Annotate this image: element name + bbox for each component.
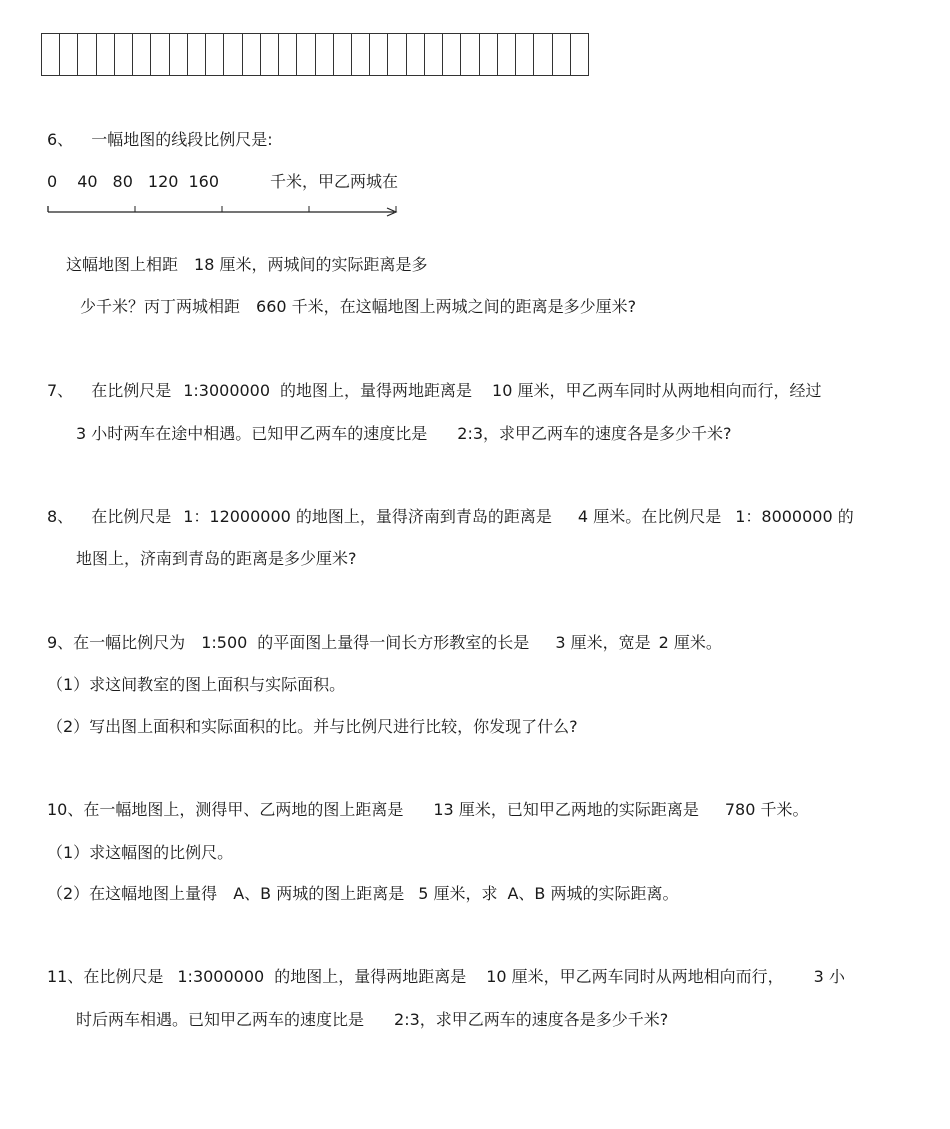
q9-text-a: 9、在一幅比例尺为	[47, 633, 186, 652]
answer-grid-cell	[279, 34, 297, 75]
q11-text-d: 10 厘米，甲乙两车同时从两地相向而行，	[486, 967, 784, 986]
scale-label-120: 120	[147, 172, 179, 191]
q10-line1	[47, 800, 808, 820]
scale-label-40: 40	[77, 172, 98, 191]
q10-text-b: 13 厘米，已知甲乙两地的实际距离是	[433, 800, 699, 819]
q6-line2-text: 这幅地图上相距	[66, 255, 179, 274]
answer-grid-cell	[407, 34, 425, 75]
answer-grid-cell	[115, 34, 133, 75]
q8-line2: 地图上，济南到青岛的距离是多少厘米?	[76, 549, 357, 568]
q11-text-e: 3 小	[813, 967, 845, 986]
q6-line3	[80, 297, 636, 317]
q7-text-f: 3 小时两车在途中相遇。已知甲乙两车的速度比是	[76, 424, 428, 443]
scale-label-160: 160	[188, 172, 219, 191]
q10-sub2-a: （2）在这幅地图上量得	[47, 884, 218, 903]
answer-grid-cell	[388, 34, 406, 75]
answer-grid-cell	[498, 34, 516, 75]
q11-text-f: 时后两车相遇。已知甲乙两车的速度比是	[76, 1010, 365, 1029]
q11-text-a: 11、在比例尺是	[47, 967, 164, 986]
q11-line1	[47, 967, 845, 987]
answer-grid-cell	[133, 34, 151, 75]
q6-scale-labels	[47, 172, 219, 192]
answer-grid-cell	[297, 34, 315, 75]
q7-scale: 1:3000000	[183, 381, 271, 400]
q8-number: 8、	[47, 507, 74, 526]
q8-text-b: 在比例尺是	[91, 507, 172, 526]
q8-line1	[47, 507, 854, 527]
answer-grid-cell	[224, 34, 242, 75]
answer-grid-cell	[60, 34, 78, 75]
answer-grid-cell	[188, 34, 206, 75]
answer-grid-cell	[334, 34, 352, 75]
answer-grid-cell	[316, 34, 334, 75]
q9-line1	[47, 633, 722, 653]
q6-line3-value: 660 千米，在这幅地图上两城之间的距离是多少厘米?	[256, 297, 637, 316]
q11-text-g: 2:3，求甲乙两车的速度各是多少千米?	[394, 1010, 669, 1029]
q9-sub1: （1）求这间教室的图上面积与实际面积。	[47, 675, 346, 694]
answer-grid-cell	[534, 34, 552, 75]
q9-text-e: 2 厘米。	[658, 633, 722, 652]
answer-grid-cell	[425, 34, 443, 75]
q8-text-e: 1：8000000 的	[735, 507, 854, 526]
q11-scale: 1:3000000	[177, 967, 265, 986]
q10-sub2-c: 5 厘米，求	[418, 884, 498, 903]
q6-title: 一幅地图的线段比例尺是:	[91, 130, 273, 149]
q6-line2	[66, 255, 427, 275]
answer-grid-cell	[480, 34, 498, 75]
q10-sub2-b: A、B 两城的图上距离是	[233, 884, 405, 903]
answer-grid-cell	[151, 34, 169, 75]
answer-grid-cell	[370, 34, 388, 75]
q7-text-d: 的地图上，量得两地距离是	[280, 381, 473, 400]
answer-grid	[41, 33, 589, 76]
q10-sub2-d: A、B 两城的实际距离。	[507, 884, 679, 903]
q7-text-e: 10 厘米，甲乙两车同时从两地相向而行，经过	[492, 381, 822, 400]
answer-grid-cell	[97, 34, 115, 75]
q6-number: 6、	[47, 130, 74, 149]
q6-title-line	[47, 130, 273, 150]
q10-sub1: （1）求这幅图的比例尺。	[47, 843, 234, 862]
answer-grid-cell	[571, 34, 589, 75]
q9-sub2: （2）写出图上面积和实际面积的比。并与比例尺进行比较，你发现了什么?	[47, 717, 578, 736]
q10-text-c: 780 千米。	[724, 800, 809, 819]
answer-grid-cell	[461, 34, 479, 75]
answer-grid-cell	[261, 34, 279, 75]
q10-text-a: 10、在一幅地图上，测得甲、乙两地的图上距离是	[47, 800, 404, 819]
q10-sub2	[47, 884, 679, 904]
q9-text-d: 3 厘米，宽是	[555, 633, 651, 652]
q7-line1	[47, 381, 822, 401]
q8-text-c: 1：12000000 的地图上，量得济南到青岛的距离是	[183, 507, 552, 526]
scale-label-80: 80	[112, 172, 133, 191]
line-segment-scale-bar	[46, 198, 402, 218]
q8-text-d: 4 厘米。在比例尺是	[577, 507, 722, 526]
q6-unit-text: 千米，甲乙两城在	[270, 172, 399, 191]
scale-label-0: 0	[47, 172, 58, 191]
answer-grid-cell	[42, 34, 60, 75]
q9-scale: 1:500	[201, 633, 248, 652]
answer-grid-cell	[516, 34, 534, 75]
answer-grid-cell	[352, 34, 370, 75]
q6-line2-value: 18 厘米，两城间的实际距离是多	[194, 255, 428, 274]
q7-text-g: 2:3，求甲乙两车的速度各是多少千米?	[457, 424, 732, 443]
q9-text-c: 的平面图上量得一间长方形教室的长是	[257, 633, 530, 652]
q7-line2	[76, 424, 732, 444]
q7-text-b: 在比例尺是	[91, 381, 172, 400]
answer-grid-cell	[443, 34, 461, 75]
answer-grid-cell	[170, 34, 188, 75]
answer-grid-cell	[78, 34, 96, 75]
q7-number: 7、	[47, 381, 74, 400]
q6-line3-text: 少千米？丙丁两城相距	[80, 297, 241, 316]
answer-grid-cell	[243, 34, 261, 75]
q11-text-c: 的地图上，量得两地距离是	[274, 967, 467, 986]
answer-grid-cell	[206, 34, 224, 75]
q11-line2	[76, 1010, 668, 1030]
answer-grid-cell	[553, 34, 571, 75]
